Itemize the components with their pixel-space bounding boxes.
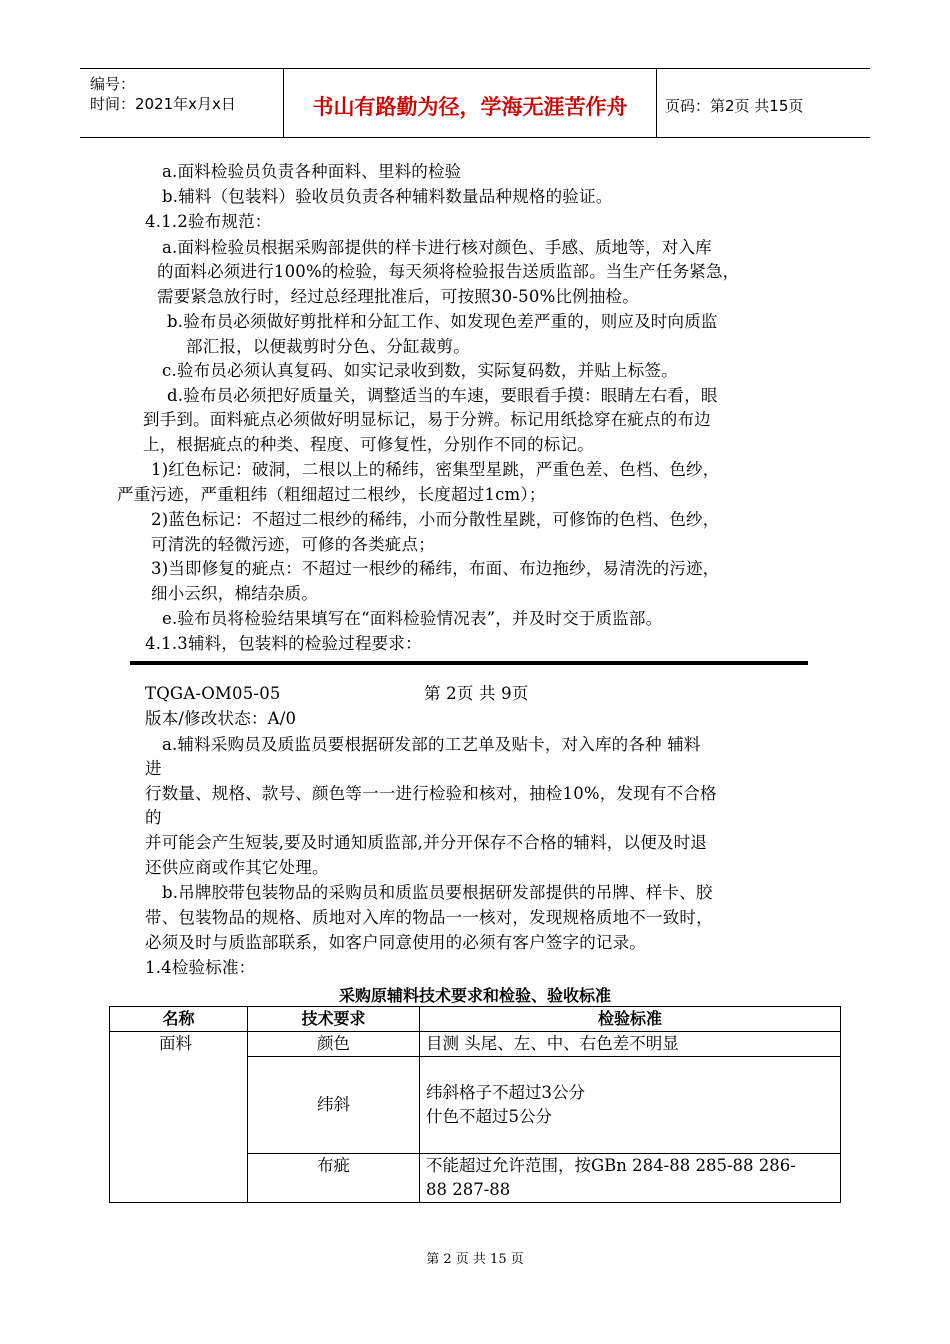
- version-status: 版本/修改状态：A/0: [145, 709, 297, 728]
- requirement-cell: [248, 1057, 420, 1154]
- body-line: e.验布员将检验结果填写在“面料检验情况表”，并及时交于质监部。: [162, 609, 663, 628]
- body-line: a.辅料采购员及质监员要根据研发部的工艺单及贴卡，对入库的各种 辅料: [162, 735, 701, 754]
- standard-text: 88 287-88: [426, 1180, 511, 1199]
- table-row: [110, 1032, 841, 1057]
- material-name-cell: [110, 1032, 248, 1203]
- standard-text: 不能超过允许范围，按GBn 284-88 285-88 286-: [426, 1156, 796, 1175]
- section-heading: 4.1.3辅料，包装料的检验过程要求：: [145, 634, 422, 653]
- table-title: 采购原辅料技术要求和检验、验收标准: [338, 986, 611, 1005]
- embedded-page-info: 第 2页 共 9页: [424, 684, 529, 703]
- body-line: 进: [145, 759, 162, 778]
- requirement-text: 布疵: [317, 1156, 350, 1175]
- header-info-cell: [80, 69, 284, 137]
- body-line: 到手到。面料疵点必须做好明显标记，易于分辨。标记用纸捻穿在疵点的布边: [143, 410, 711, 429]
- standard-text: 目测 头尾、左、中、右色差不明显: [426, 1034, 679, 1053]
- body-line: a.面料检验员负责各种面料、里料的检验: [162, 162, 462, 181]
- body-line: 并可能会产生短装,要及时通知质监部,并分开保存不合格的辅料，以便及时退: [145, 833, 707, 852]
- body-line: a.面料检验员根据采购部提供的样卡进行核对颜色、手感、质地等，对入库: [162, 238, 712, 257]
- requirement-text: 纬斜: [317, 1095, 350, 1114]
- body-line: 必须及时与质监部联系，如客户同意使用的必须有客户签字的记录。: [145, 933, 646, 952]
- slogan-text: 书山有路勤为径，学海无涯苦作舟: [312, 95, 628, 119]
- standard-cell: [420, 1154, 841, 1203]
- section-heading: 1.4检验标准：: [145, 958, 256, 977]
- body-line: 还供应商或作其它处理。: [145, 858, 329, 877]
- body-line: 行数量、规格、款号、颜色等一一进行检验和核对，抽检10%，发现有不合格: [145, 784, 717, 803]
- standard-cell: [420, 1032, 841, 1057]
- body-line: b.辅料（包装料）验收员负责各种辅料数量品种规格的验证。: [162, 187, 613, 206]
- standard-text: 纬斜格子不超过3公分: [426, 1083, 585, 1102]
- material-name: 面料: [159, 1034, 192, 1053]
- body-line: 1)红色标记：破洞，二根以上的稀纬，密集型星跳，严重色差、色档、色纱，: [151, 460, 720, 479]
- requirement-cell: [248, 1032, 420, 1057]
- requirement-cell: [248, 1154, 420, 1203]
- header-page-cell: [657, 69, 870, 137]
- body-line: 严重污迹，严重粗纬（粗细超过二根纱，长度超过1cm）；: [117, 485, 546, 504]
- body-line: c.验布员必须认真复码、如实记录收到数，实际复码数，并贴上标签。: [162, 361, 678, 380]
- body-line: 细小云织，棉结杂质。: [151, 584, 318, 603]
- standard-cell: [420, 1057, 841, 1154]
- body-line: d.验布员必须把好质量关，调整适当的车速，要眼看手摸：眼睛左右看，眼: [167, 386, 718, 405]
- body-line: 2)蓝色标记：不超过二根纱的稀纬，小而分散性星跳，可修饰的色档、色纱，: [151, 510, 720, 529]
- standard-text: 什色不超过5公分: [426, 1107, 552, 1126]
- body-line: b.验布员必须做好剪批样和分缸工作、如发现色差严重的，则应及时向质监: [167, 312, 718, 331]
- page-footer: 第 2 页 共 15 页: [426, 1252, 524, 1267]
- column-header: 技术要求: [248, 1007, 420, 1032]
- header-page-info: 页码：第2页 共15页: [665, 97, 804, 115]
- standards-table: [109, 1006, 841, 1203]
- column-header: 名称: [110, 1007, 248, 1032]
- requirement-text: 颜色: [317, 1034, 350, 1053]
- table-header-row: [110, 1007, 841, 1032]
- document-code: TQGA-OM05-05: [145, 684, 281, 703]
- body-line: b.吊牌胶带包装物品的采购员和质监员要根据研发部提供的吊牌、样卡、胶: [162, 883, 713, 902]
- body-line: 可清洗的轻微污迹，可修的各类疵点；: [151, 535, 435, 554]
- body-line: 上，根据疵点的种类、程度、可修复性，分别作不同的标记。: [143, 435, 594, 454]
- page-header: [80, 68, 870, 138]
- page-divider: [130, 661, 808, 665]
- body-line: 部汇报，以便裁剪时分色、分缸裁剪。: [186, 337, 470, 356]
- section-heading: 4.1.2验布规范：: [145, 212, 272, 231]
- body-line: 的面料必须进行100%的检验，每天须将检验报告送质监部。当生产任务紧急，: [157, 262, 740, 281]
- column-header: 检验标准: [420, 1007, 841, 1032]
- document-number-label: 编号：: [90, 75, 136, 93]
- body-line: 3)当即修复的疵点：不超过一根纱的稀纬，布面、布边拖纱，易清洗的污迹，: [151, 559, 720, 578]
- document-date-label: 时间：2021年x月x日: [90, 95, 236, 113]
- header-slogan-cell: [284, 69, 657, 137]
- body-line: 的: [145, 808, 162, 827]
- body-line: 需要紧急放行时，经过总经理批准后，可按照30-50%比例抽检。: [157, 287, 639, 306]
- body-line: 带、包装物品的规格、质地对入库的物品一一核对，发现规格质地不一致时，: [145, 908, 713, 927]
